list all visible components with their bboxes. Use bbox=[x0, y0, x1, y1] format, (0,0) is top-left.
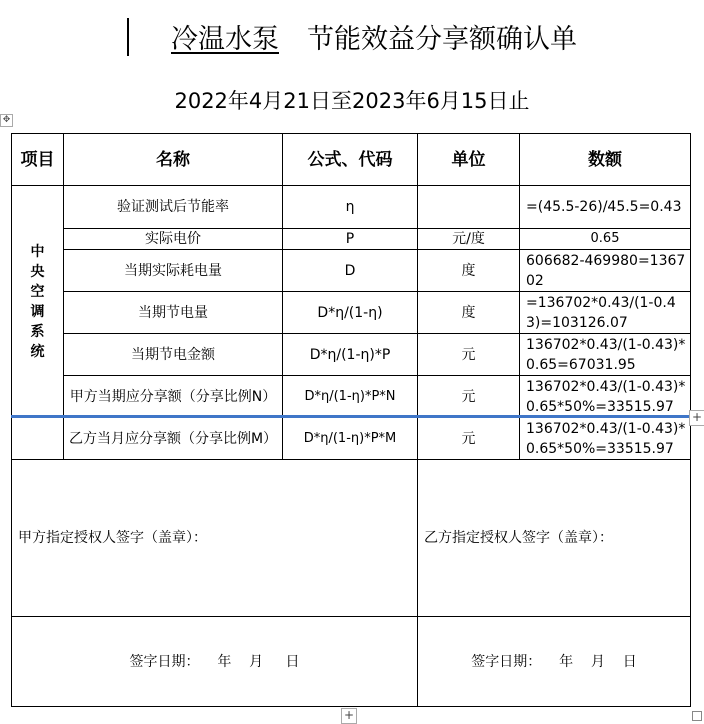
row-name: 当期节电量 bbox=[64, 292, 283, 334]
row-unit: 元 bbox=[418, 376, 520, 418]
system-char: 统 bbox=[30, 343, 45, 360]
text-cursor-bar bbox=[127, 18, 129, 56]
system-char: 空 bbox=[30, 283, 45, 300]
row-amount: 136702*0.43/(1-0.43)*0.65=67031.95 bbox=[520, 334, 691, 376]
table-resize-handle-icon[interactable] bbox=[692, 711, 702, 721]
empty-system-cell bbox=[12, 418, 64, 460]
date-label: 签字日期： bbox=[129, 653, 200, 670]
row-name: 当期节电金额 bbox=[64, 334, 283, 376]
system-char: 中 bbox=[30, 243, 45, 260]
row-name: 验证测试后节能率 bbox=[64, 186, 283, 229]
table-row bbox=[12, 229, 691, 250]
title-rest: 节能效益分享额确认单 bbox=[307, 24, 577, 55]
system-char: 调 bbox=[30, 303, 45, 320]
row-amount: 136702*0.43/(1-0.43)*0.65*50%=33515.97 bbox=[520, 376, 691, 418]
year-label: 年 bbox=[559, 653, 574, 670]
year-label: 年 bbox=[217, 653, 232, 670]
row-unit: 度 bbox=[418, 250, 520, 292]
row-amount: 0.65 bbox=[520, 229, 691, 250]
row-name: 实际电价 bbox=[64, 229, 283, 250]
row-unit: 元/度 bbox=[418, 229, 520, 250]
row-amount: =(45.5-26)/45.5=0.43 bbox=[520, 186, 691, 229]
header-formula: 公式、代码 bbox=[283, 134, 418, 186]
party-b-signature-label: 乙方指定授权人签字（盖章）： bbox=[424, 530, 613, 546]
party-a-signature-label: 甲方指定授权人签字（盖章）： bbox=[18, 530, 207, 546]
add-column-plus-icon[interactable]: + bbox=[341, 708, 357, 724]
party-b-signature-cell[interactable] bbox=[418, 460, 691, 617]
confirmation-table bbox=[11, 133, 691, 707]
row-amount: =136702*0.43/(1-0.43)=103126.07 bbox=[520, 292, 691, 334]
row-formula: D bbox=[283, 250, 418, 292]
row-amount: 606682-469980=136702 bbox=[520, 250, 691, 292]
header-unit: 单位 bbox=[418, 134, 520, 186]
row-unit bbox=[418, 186, 520, 229]
header-name: 名称 bbox=[64, 134, 283, 186]
row-insert-indicator bbox=[11, 415, 690, 418]
party-a-signature-cell[interactable] bbox=[12, 460, 418, 617]
date-range-subtitle: 2022年4月21日至2023年6月15日止 bbox=[174, 89, 530, 113]
system-label-cell bbox=[12, 186, 64, 418]
row-formula: D*η/(1-η) bbox=[283, 292, 418, 334]
table-row bbox=[12, 186, 691, 229]
table-row bbox=[12, 334, 691, 376]
month-label: 月 bbox=[590, 653, 605, 670]
date-label: 签字日期： bbox=[471, 653, 542, 670]
party-b-date-cell[interactable] bbox=[418, 617, 691, 707]
date-row bbox=[12, 617, 691, 707]
system-char: 央 bbox=[30, 263, 45, 280]
row-unit: 度 bbox=[418, 292, 520, 334]
row-unit: 元 bbox=[418, 334, 520, 376]
title-underlined-part: 冷温水泵 bbox=[171, 24, 279, 55]
system-char: 系 bbox=[30, 323, 45, 340]
month-label: 月 bbox=[249, 653, 264, 670]
table-row bbox=[12, 376, 691, 418]
row-formula: D*η/(1-η)*P bbox=[283, 334, 418, 376]
table-row bbox=[12, 250, 691, 292]
header-row bbox=[12, 134, 691, 186]
signature-row bbox=[12, 460, 691, 617]
add-row-plus-icon[interactable]: + bbox=[689, 410, 704, 426]
row-formula: D*η/(1-η)*P*N bbox=[283, 376, 418, 418]
table-move-handle-icon[interactable]: ✥ bbox=[0, 114, 13, 127]
header-item: 项目 bbox=[12, 134, 64, 186]
document-title bbox=[0, 18, 704, 60]
row-amount: 136702*0.43/(1-0.43)*0.65*50%=33515.97 bbox=[520, 418, 691, 460]
row-formula: D*η/(1-η)*P*M bbox=[283, 418, 418, 460]
day-label: 日 bbox=[622, 653, 637, 670]
row-formula: P bbox=[283, 229, 418, 250]
row-formula: η bbox=[283, 186, 418, 229]
row-unit: 元 bbox=[418, 418, 520, 460]
day-label: 日 bbox=[285, 653, 300, 670]
row-name: 当期实际耗电量 bbox=[64, 250, 283, 292]
row-name: 甲方当期应分享额（分享比例N） bbox=[64, 376, 283, 418]
party-a-date-cell[interactable] bbox=[12, 617, 418, 707]
table-row bbox=[12, 418, 691, 460]
header-amount: 数额 bbox=[520, 134, 691, 186]
row-name: 乙方当月应分享额（分享比例M） bbox=[64, 418, 283, 460]
table-row bbox=[12, 292, 691, 334]
